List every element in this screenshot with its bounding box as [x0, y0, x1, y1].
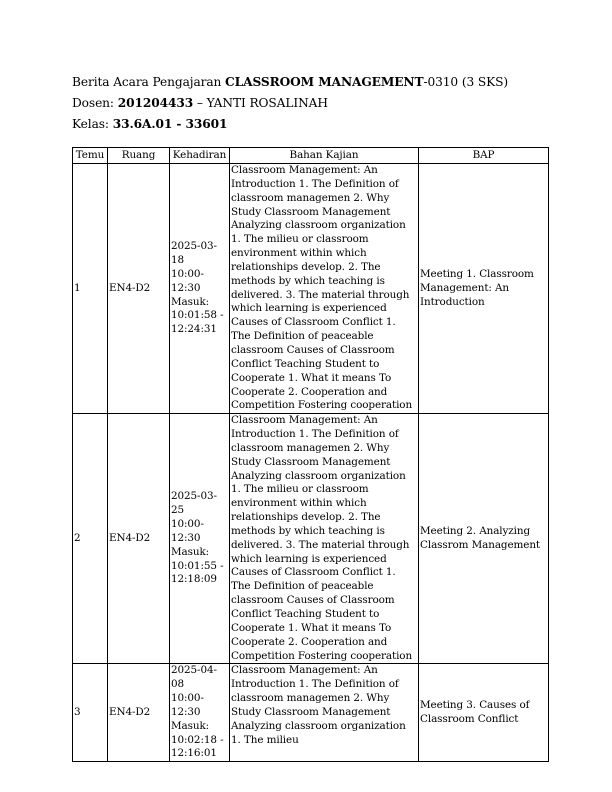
- table-row: [73, 164, 549, 414]
- lecturer-name: – YANTI ROSALINAH: [193, 96, 328, 110]
- column-header-temu: Temu: [73, 148, 108, 164]
- attendance-date: 2025-03-25: [171, 490, 217, 517]
- attendance-masuk-label: Masuk:: [171, 545, 210, 558]
- column-header-ruang: Ruang: [108, 148, 170, 164]
- table-row: [73, 664, 549, 762]
- attendance-masuk-label: Masuk:: [171, 295, 210, 308]
- course-name: CLASSROOM MANAGEMENT: [225, 75, 424, 89]
- course-suffix: -0310 (3 SKS): [423, 75, 509, 89]
- class-line: [72, 117, 227, 131]
- bahan-kajian-cell: Classroom Management: An Introduction 1. The Definition of classroom managemen 2. Why Study Classroom Management Analyzing classroom organization 1. The milieu or classroom environment within which relationships develop. 2. The methods by which teaching is delivered. 3. The material through which learning is experienced Causes of Classroom Conflict 1. The Definition of peaceable classroom Causes of Classroom Conflict Teaching Student to Cooperate 1. What it means To Cooperate 2. Cooperation and Competition Fostering cooperation: [230, 164, 419, 414]
- attendance-range: 10:02:18 - 12:16:01: [171, 733, 224, 760]
- bahan-kajian-cell: Classroom Management: An Introduction 1. The Definition of classroom managemen 2. Why Study Classroom Management Analyzing classroom organization 1. The milieu or classroom environment within which relationships develop. 2. The methods by which teaching is delivered. 3. The material through which learning is experienced Causes of Classroom Conflict 1. The Definition of peaceable classroom Causes of Classroom Conflict Teaching Student to Cooperate 1. What it means To Cooperate 2. Cooperation and Competition Fostering cooperation: [230, 414, 419, 664]
- temu-cell: 3: [73, 664, 108, 762]
- attendance-masuk-label: Masuk:: [171, 719, 210, 732]
- ruang-cell: EN4-D2: [108, 164, 170, 414]
- attendance-time: 10:00-12:30: [171, 267, 204, 294]
- report-title: [72, 75, 508, 89]
- bahan-kajian-cell: [230, 664, 419, 762]
- bap-cell: Meeting 1. Classroom Management: An Introduction: [419, 164, 549, 414]
- attendance-time: 10:00-12:30: [171, 518, 204, 544]
- attendance-table: [72, 147, 549, 762]
- attendance-date: 2025-04-08: [171, 664, 217, 691]
- attendance-date: 2025-03-18: [171, 240, 217, 266]
- table-row: [73, 414, 549, 664]
- kehadiran-cell: [170, 664, 230, 762]
- column-header-kehadiran: Kehadiran: [170, 148, 230, 164]
- bap-cell: Meeting 2. Analyzing Classrom Management: [419, 414, 549, 664]
- ruang-cell: EN4-D2: [108, 414, 170, 664]
- lecturer-id: 201204433: [117, 96, 194, 110]
- ruang-cell: EN4-D2: [108, 664, 170, 762]
- class-value: 33.6A.01 - 33601: [112, 117, 228, 131]
- lecturer-line: [72, 96, 328, 110]
- attendance-time: 10:00-12:30: [171, 692, 204, 718]
- temu-cell: 1: [73, 164, 108, 414]
- attendance-range: 10:01:58 - 12:24:31: [171, 309, 224, 336]
- kehadiran-cell: [170, 164, 230, 414]
- column-header-bahan-kajian: Bahan Kajian: [230, 148, 419, 164]
- temu-cell: 2: [73, 414, 108, 664]
- column-header-bap: BAP: [419, 148, 549, 164]
- attendance-range: 10:01:55 - 12:18:09: [171, 559, 224, 586]
- table-header-row: [73, 148, 549, 164]
- bap-cell: Meeting 3. Causes of Classroom Conflict: [419, 664, 549, 762]
- lecturer-label: Dosen:: [72, 96, 118, 110]
- bahan-kajian-text: Classroom Management: An Introduction 1. The Definition of classroom managemen 2. Why Study Classroom Management Analyzing classroom organization 1. The milieu: [231, 664, 406, 746]
- title-prefix: Berita Acara Pengajaran: [72, 75, 226, 89]
- class-label: Kelas:: [72, 117, 113, 131]
- kehadiran-cell: [170, 414, 230, 664]
